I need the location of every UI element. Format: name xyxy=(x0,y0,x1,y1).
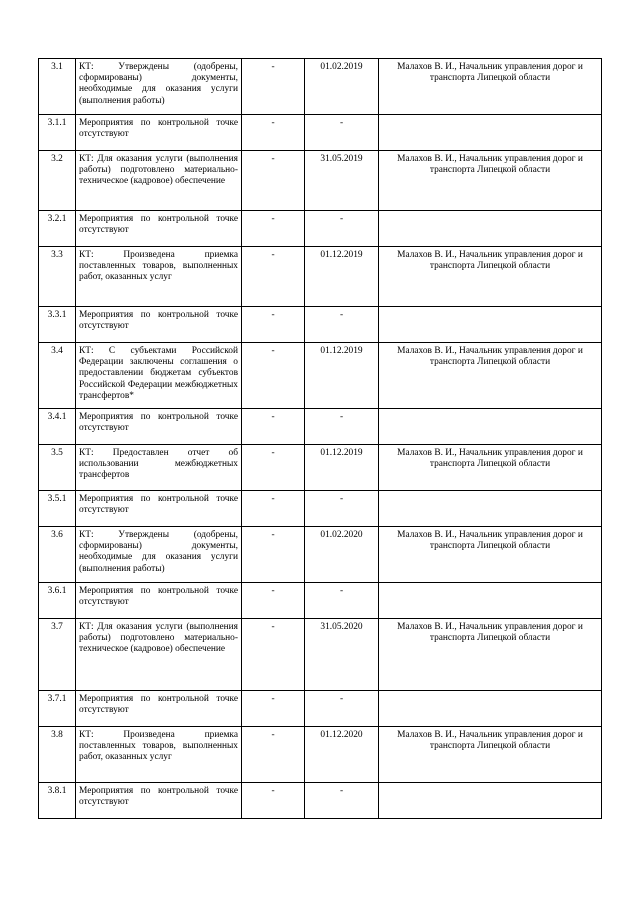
table-row xyxy=(39,343,602,409)
item-name-cell: Мероприятия по контрольной точке отсутствуют xyxy=(76,115,242,151)
item-number-cell: 3.6.1 xyxy=(39,583,76,619)
item-number-cell: 3.6 xyxy=(39,527,76,583)
item-number-cell: 3.8 xyxy=(39,727,76,783)
item-name-cell: Мероприятия по контрольной точке отсутствуют xyxy=(76,783,242,819)
item-number-cell: 3.5 xyxy=(39,445,76,491)
item-number-cell: 3.7 xyxy=(39,619,76,691)
responsible-person-cell: Малахов В. И., Начальник управления дорог и транспорта Липецкой области xyxy=(379,527,602,583)
end-date-cell: 01.12.2020 xyxy=(305,727,379,783)
responsible-person-cell xyxy=(379,783,602,819)
start-date-cell: - xyxy=(242,783,305,819)
item-number-cell: 3.5.1 xyxy=(39,491,76,527)
responsible-person-cell xyxy=(379,583,602,619)
start-date-cell: - xyxy=(242,527,305,583)
start-date-cell: - xyxy=(242,115,305,151)
table-row xyxy=(39,491,602,527)
start-date-cell: - xyxy=(242,307,305,343)
end-date-cell: 01.02.2019 xyxy=(305,59,379,115)
table-row xyxy=(39,151,602,211)
table-row xyxy=(39,527,602,583)
table-row xyxy=(39,307,602,343)
table-row xyxy=(39,59,602,115)
end-date-cell: - xyxy=(305,491,379,527)
item-name-cell: Мероприятия по контрольной точке отсутствуют xyxy=(76,491,242,527)
item-number-cell: 3.4.1 xyxy=(39,409,76,445)
item-number-cell: 3.8.1 xyxy=(39,783,76,819)
item-name-cell: КТ: Для оказания услуги (выполнения работы) подготовлено материально-техническое (кадровое) обеспечение xyxy=(76,151,242,211)
table-row xyxy=(39,619,602,691)
item-name-cell: КТ: Предоставлен отчет об использовании межбюджетных трансфертов xyxy=(76,445,242,491)
start-date-cell: - xyxy=(242,151,305,211)
item-name-cell: КТ: Произведена приемка поставленных товаров, выполненных работ, оказанных услуг xyxy=(76,727,242,783)
table-row xyxy=(39,247,602,307)
end-date-cell: - xyxy=(305,115,379,151)
start-date-cell: - xyxy=(242,445,305,491)
responsible-person-cell xyxy=(379,307,602,343)
end-date-cell: - xyxy=(305,307,379,343)
start-date-cell: - xyxy=(242,59,305,115)
end-date-cell: - xyxy=(305,409,379,445)
item-number-cell: 3.1 xyxy=(39,59,76,115)
item-number-cell: 3.7.1 xyxy=(39,691,76,727)
item-number-cell: 3.2 xyxy=(39,151,76,211)
item-name-cell: Мероприятия по контрольной точке отсутствуют xyxy=(76,211,242,247)
responsible-person-cell xyxy=(379,691,602,727)
start-date-cell: - xyxy=(242,619,305,691)
item-name-cell: Мероприятия по контрольной точке отсутствуют xyxy=(76,691,242,727)
table-row xyxy=(39,783,602,819)
end-date-cell: 01.12.2019 xyxy=(305,445,379,491)
end-date-cell: - xyxy=(305,211,379,247)
start-date-cell: - xyxy=(242,583,305,619)
responsible-person-cell: Малахов В. И., Начальник управления дорог и транспорта Липецкой области xyxy=(379,247,602,307)
responsible-person-cell: Малахов В. И., Начальник управления дорог и транспорта Липецкой области xyxy=(379,343,602,409)
start-date-cell: - xyxy=(242,211,305,247)
item-name-cell: КТ: С субъектами Российской Федерации заключены соглашения о предоставлении бюджетам субъектов Российской Федерации межбюджетных трансфертов* xyxy=(76,343,242,409)
item-name-cell: Мероприятия по контрольной точке отсутствуют xyxy=(76,409,242,445)
responsible-person-cell: Малахов В. И., Начальник управления дорог и транспорта Липецкой области xyxy=(379,445,602,491)
start-date-cell: - xyxy=(242,409,305,445)
table-body xyxy=(39,59,602,819)
start-date-cell: - xyxy=(242,343,305,409)
table-row xyxy=(39,583,602,619)
end-date-cell: 01.12.2019 xyxy=(305,247,379,307)
responsible-person-cell: Малахов В. И., Начальник управления дорог и транспорта Липецкой области xyxy=(379,59,602,115)
item-name-cell: КТ: Утверждены (одобрены, сформированы) документы, необходимые для оказания услуги (выполнения работы) xyxy=(76,527,242,583)
item-name-cell: Мероприятия по контрольной точке отсутствуют xyxy=(76,583,242,619)
responsible-person-cell: Малахов В. И., Начальник управления дорог и транспорта Липецкой области xyxy=(379,727,602,783)
responsible-person-cell xyxy=(379,491,602,527)
responsible-person-cell xyxy=(379,211,602,247)
responsible-person-cell: Малахов В. И., Начальник управления дорог и транспорта Липецкой области xyxy=(379,619,602,691)
end-date-cell: 01.02.2020 xyxy=(305,527,379,583)
table-row xyxy=(39,445,602,491)
control-points-table xyxy=(38,58,602,819)
responsible-person-cell: Малахов В. И., Начальник управления дорог и транспорта Липецкой области xyxy=(379,151,602,211)
item-name-cell: Мероприятия по контрольной точке отсутствуют xyxy=(76,307,242,343)
item-number-cell: 3.3.1 xyxy=(39,307,76,343)
start-date-cell: - xyxy=(242,247,305,307)
item-number-cell: 3.2.1 xyxy=(39,211,76,247)
end-date-cell: 31.05.2020 xyxy=(305,619,379,691)
item-name-cell: КТ: Для оказания услуги (выполнения работы) подготовлено материально-техническое (кадровое) обеспечение xyxy=(76,619,242,691)
item-number-cell: 3.1.1 xyxy=(39,115,76,151)
start-date-cell: - xyxy=(242,691,305,727)
end-date-cell: - xyxy=(305,691,379,727)
start-date-cell: - xyxy=(242,727,305,783)
start-date-cell: - xyxy=(242,491,305,527)
item-name-cell: КТ: Утверждены (одобрены, сформированы) документы, необходимые для оказания услуги (выполнения работы) xyxy=(76,59,242,115)
table-row xyxy=(39,211,602,247)
item-name-cell: КТ: Произведена приемка поставленных товаров, выполненных работ, оказанных услуг xyxy=(76,247,242,307)
table-row xyxy=(39,727,602,783)
item-number-cell: 3.3 xyxy=(39,247,76,307)
item-number-cell: 3.4 xyxy=(39,343,76,409)
responsible-person-cell xyxy=(379,115,602,151)
end-date-cell: - xyxy=(305,783,379,819)
end-date-cell: - xyxy=(305,583,379,619)
responsible-person-cell xyxy=(379,409,602,445)
end-date-cell: 01.12.2019 xyxy=(305,343,379,409)
table-row xyxy=(39,409,602,445)
table-row xyxy=(39,691,602,727)
end-date-cell: 31.05.2019 xyxy=(305,151,379,211)
table-row xyxy=(39,115,602,151)
